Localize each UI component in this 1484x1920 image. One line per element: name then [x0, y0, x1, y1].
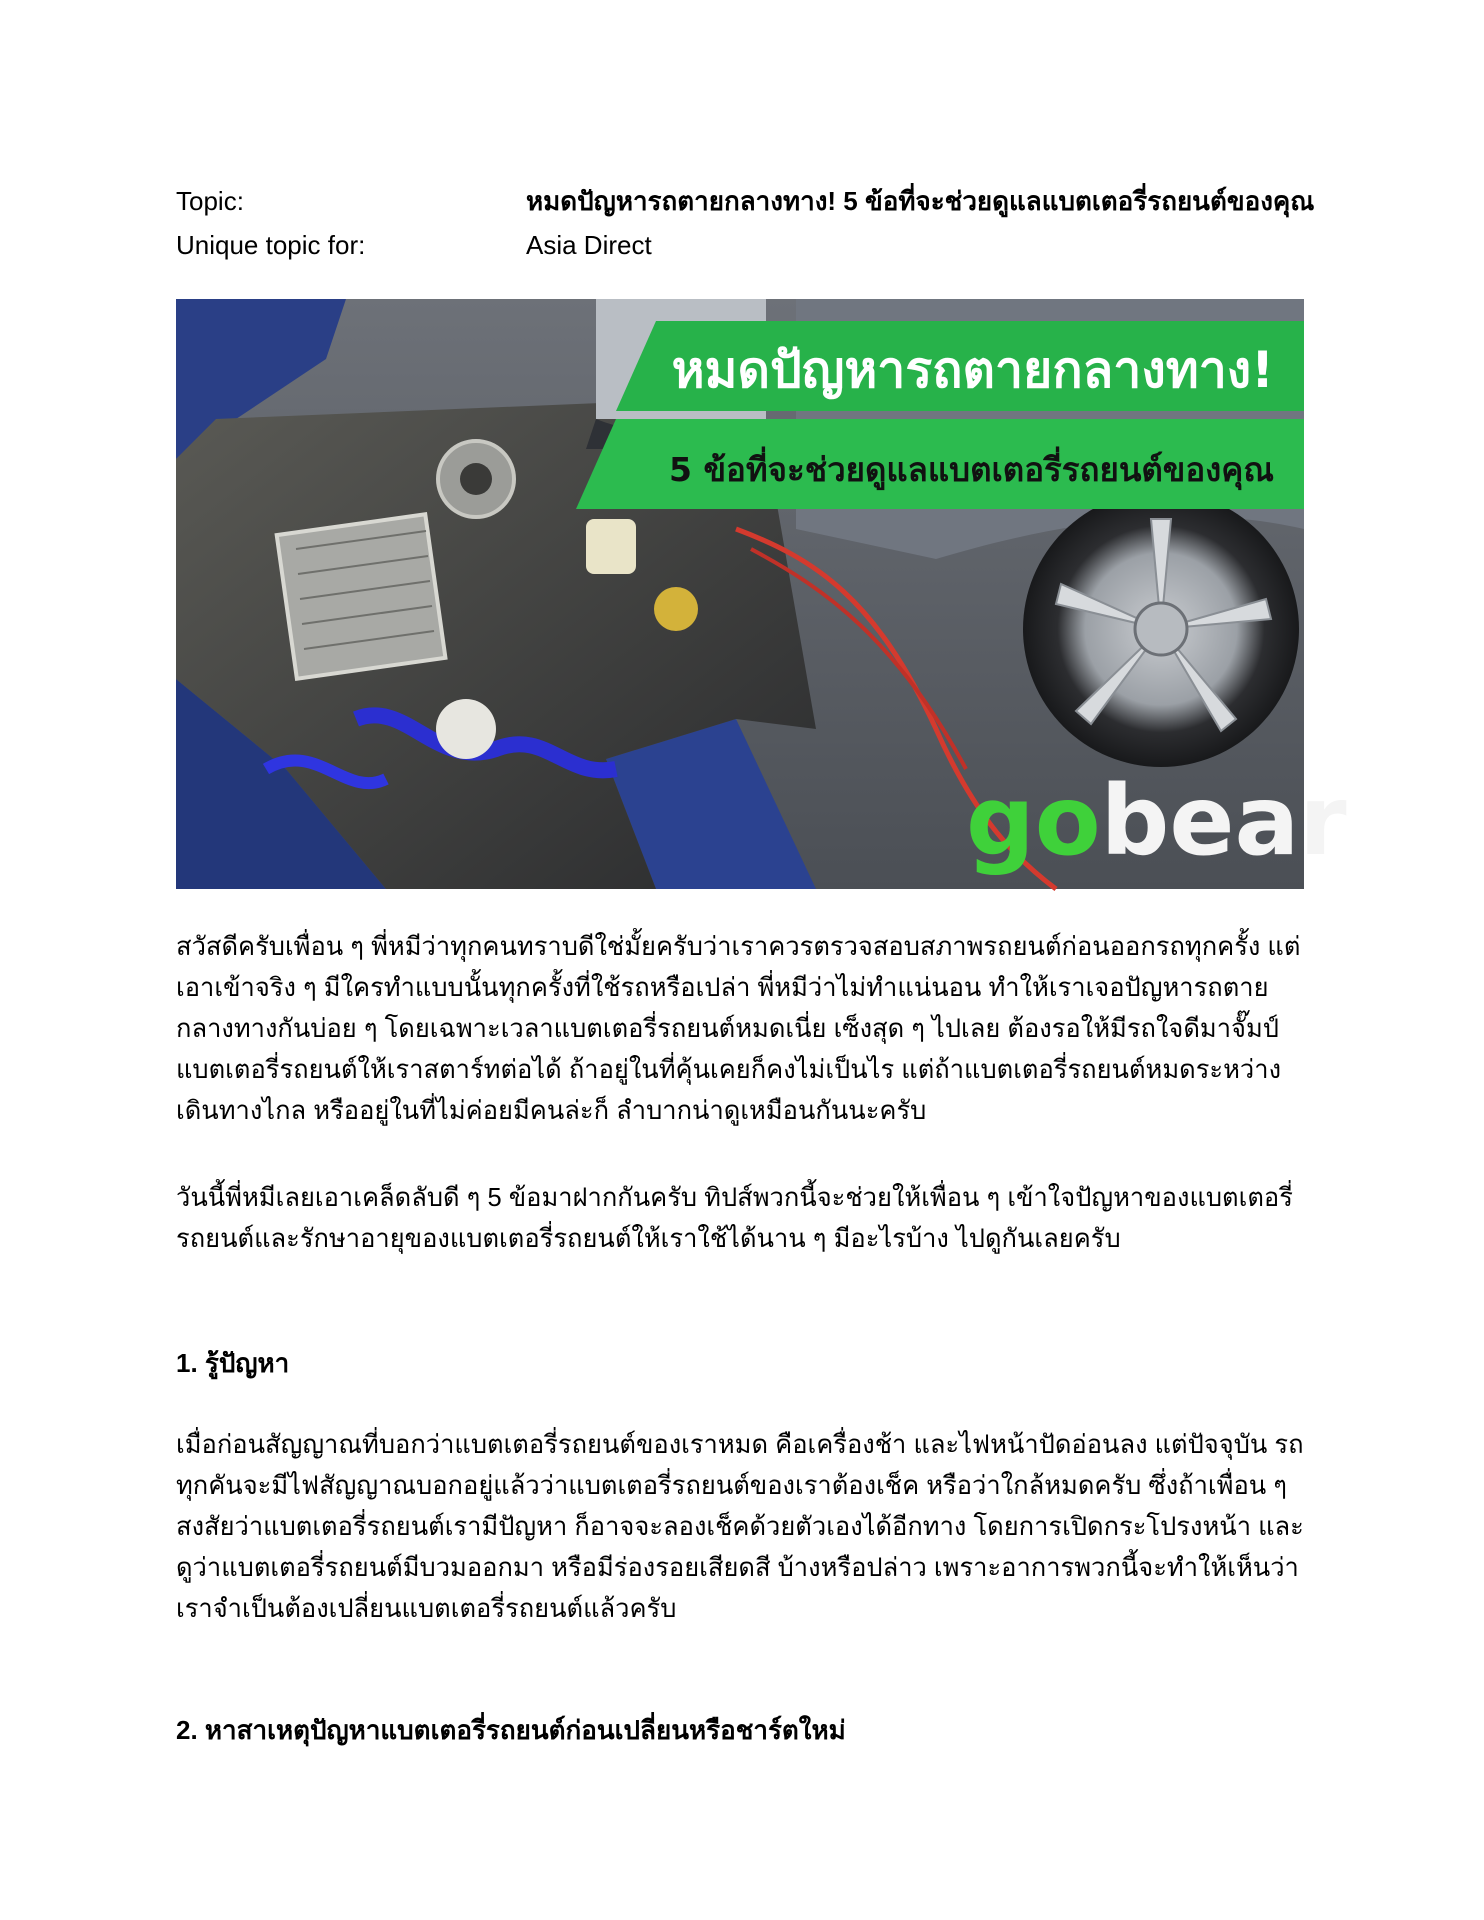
logo-bear: bear	[1100, 765, 1347, 877]
intro-paragraph-2: วันนี้พี่หมีเลยเอาเคล็ดลับดี ๆ 5 ข้อมาฝากกันครับ ทิปส์พวกนี้จะช่วยให้เพื่อน ๆ เข้าใจปัญหาของแบตเตอรี่รถยนต์และรักษาอายุของแบตเตอรี่รถยนต์ให้เราใช้ได้นาน ๆ มีอะไรบ้าง ไปดูกันเลยครับ	[176, 1184, 1293, 1253]
banner-line1: หมดปัญหารถตายกลางทาง!	[671, 341, 1274, 399]
intro-paragraph: สวัสดีครับเพื่อน ๆ พี่หมีว่าทุกคนทราบดีใช่มั้ยครับว่าเราควรตรวจสอบสภาพรถยนต์ก่อนออกรถทุกครั้ง แต่เอาเข้าจริง ๆ มีใครทำแบบนั้นทุกครั้งที่ใช้รถหรือเปล่า พี่หมีว่าไม่ทำแน่นอน ทำให้เราเจอปัญหารถตายกลางทางกันบ่อย ๆ โดยเฉพาะเวลาแบตเตอรี่รถยนต์หมดเนี่ย เซ็งสุด ๆ ไปเลย ต้องรอให้มีรถใจดีมาจั๊มป์แบตเตอรี่รถยนต์ให้เราสตาร์ทต่อได้ ถ้าอยู่ในที่คุ้นเคยก็คงไม่เป็นไร แต่ถ้าแบตเตอรี่รถยนต์หมดระหว่างเดินทางไกล หรืออยู่ในที่ไม่ค่อยมีคนล่ะก็ ลำบากน่าดูเหมือนกันนะครับ	[176, 933, 1301, 1125]
section-paragraph-1: เมื่อก่อนสัญญาณที่บอกว่าแบตเตอรี่รถยนต์ของเราหมด คือเครื่องช้า และไฟหน้าปัดอ่อนลง แต่ปัจจุบัน รถทุกคันจะมีไฟสัญญาณบอกอยู่แล้วว่าแบตเตอรี่รถยนต์ของเราต้องเช็ค หรือว่าใกล้หมดครับ ซึ่งถ้าเพื่อน ๆ สงสัยว่าแบตเตอรี่รถยนต์เรามีปัญหา ก็อาจจะลองเช็คด้วยตัวเองได้อีกทาง โดยการเปิดกระโปรงหน้า และดูว่าแบตเตอรี่รถยนต์มีบวมออกมา หรือมีร่องรอยเสียดสี บ้างหรือปล่าว เพราะอาการพวกนี้จะทำให้เห็นว่าเราจำเป็นต้องเปลี่ยนแบตเตอรี่รถยนต์แล้วครับ	[176, 1431, 1304, 1623]
unique-topic-value: Asia Direct	[526, 230, 652, 260]
unique-topic-row	[176, 229, 1306, 261]
hero-image	[176, 299, 1347, 889]
unique-topic-label: Unique topic for:	[176, 230, 366, 260]
section-heading-2: 2. หาสาเหตุปัญหาแบตเตอรี่รถยนต์ก่อนเปลี่ยนหรือชาร์ตใหม่	[176, 1715, 846, 1745]
topic-row	[176, 185, 1315, 217]
topic-value: หมดปัญหารถตายกลางทาง! 5 ข้อที่จะช่วยดูแลแบตเตอรี่รถยนต์ของคุณ	[526, 186, 1315, 216]
section-heading-1: 1. รู้ปัญหา	[176, 1348, 290, 1378]
hero-illustration	[176, 299, 1347, 889]
gobear-logo	[966, 765, 1347, 877]
logo-go: go	[966, 765, 1101, 877]
banner-line2: 5 ข้อที่จะช่วยดูแลแบตเตอรี่รถยนต์ของคุณ	[669, 450, 1274, 489]
topic-label: Topic:	[176, 186, 244, 216]
